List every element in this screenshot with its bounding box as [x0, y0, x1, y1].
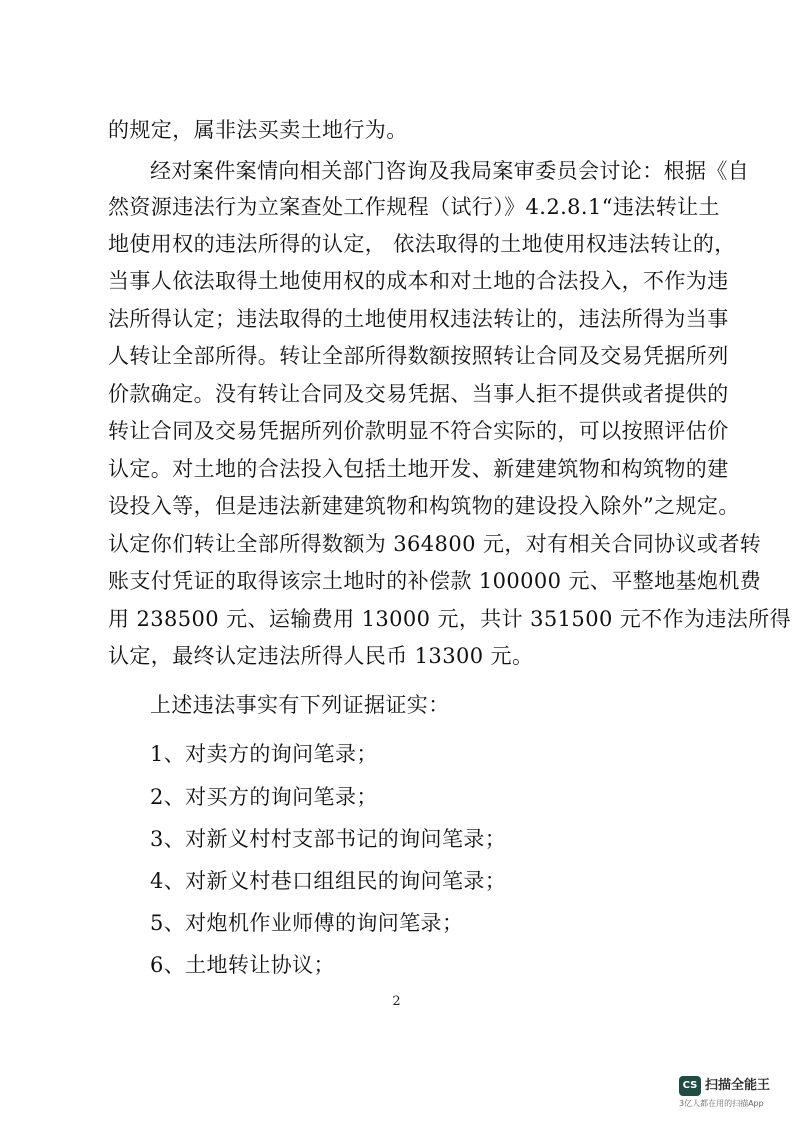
evidence-item-5: 5、对炮机作业师傅的询问笔录； — [150, 911, 464, 935]
text-line-10: 认定。对土地的合法投入包括土地开发、新建建筑物和构筑物的建 — [108, 457, 729, 481]
evidence-item-1: 1、对卖方的询问笔录； — [150, 742, 378, 766]
evidence-item-2: 2、对买方的询问笔录； — [150, 785, 378, 809]
watermark-slogan: 3亿人都在用的扫描App — [679, 1099, 764, 1108]
watermark-brand: 扫描全能王 — [705, 1078, 771, 1093]
text-line-2: 经对案件案情向相关部门咨询及我局案审委员会讨论：根据《自 — [150, 159, 750, 183]
text-line-15: 认定，最终认定违法所得人民币 13300 元。 — [108, 644, 534, 668]
scanner-watermark — [679, 1074, 785, 1114]
text-line-11: 设投入等，但是违法新建建筑物和构筑物的建设投入除外”之规定。 — [108, 494, 740, 518]
text-line-3: 然资源违法行为立案查处工作规程（试行）》4.2.8.1“违法转让土 — [108, 195, 720, 219]
camscanner-logo-icon: CS — [679, 1076, 701, 1096]
text-line-8: 价款确定。没有转让合同及交易凭据、当事人拒不提供或者提供的 — [108, 382, 729, 406]
text-line-14: 用 238500 元、运输费用 13000 元，共计 351500 元不作为违法所得 — [108, 607, 791, 631]
text-line-7: 人转让全部所得。转让全部所得数额按照转让合同及交易凭据所列 — [108, 344, 729, 368]
text-line-13: 账支付凭证的取得该宗土地时的补偿款 100000 元、平整地基炮机费 — [108, 569, 762, 593]
page-number: 2 — [392, 994, 401, 1009]
evidence-item-3: 3、对新义村村支部书记的询问笔录； — [150, 827, 507, 851]
text-line-6: 法所得认定；违法取得的土地使用权违法转让的，违法所得为当事 — [108, 307, 729, 331]
text-line-1: 的规定，属非法买卖土地行为。 — [108, 118, 408, 142]
text-line-9: 转让合同及交易凭据所列价款明显不符合实际的，可以按照评估价 — [108, 419, 729, 443]
text-line-5: 当事人依法取得土地使用权的成本和对土地的合法投入，不作为违 — [108, 269, 729, 293]
evidence-item-6: 6、土地转让协议； — [150, 953, 335, 977]
text-line-12: 认定你们转让全部所得数额为 364800 元，对有相关合同协议或者转 — [108, 532, 762, 556]
text-line-4: 地使用权的违法所得的认定， 依法取得的土地使用权违法转让的， — [108, 232, 736, 256]
evidence-item-4: 4、对新义村巷口组组民的询问笔录； — [150, 869, 507, 893]
evidence-intro: 上述违法事实有下列证据证实： — [150, 693, 450, 717]
